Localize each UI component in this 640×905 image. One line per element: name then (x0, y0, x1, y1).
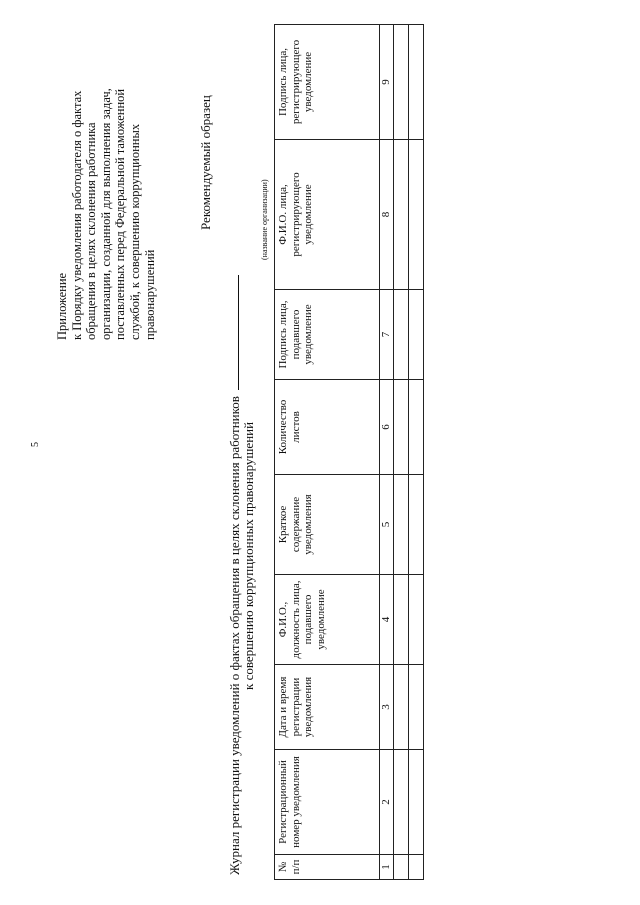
table-cell (393, 575, 408, 665)
table-cell (408, 855, 423, 880)
column-header: № п/п (275, 855, 380, 880)
column-number: 6 (380, 380, 394, 475)
document-sheet (50, 25, 410, 880)
column-number: 9 (380, 25, 394, 140)
table-cell (393, 25, 408, 140)
column-number: 4 (380, 575, 394, 665)
table-cell (408, 575, 423, 665)
column-header: Дата и время регистрации уведомления (275, 665, 380, 750)
page-number: 5 (30, 442, 41, 447)
table-cell (393, 140, 408, 290)
organization-caption: (название организации) (260, 179, 269, 260)
appendix-line: к Порядку уведомления работодателя о фактах (69, 90, 84, 340)
table-cell (393, 750, 408, 855)
column-header: Подпись лица, регистрирующего уведомление (275, 25, 380, 140)
appendix-line: организации, созданной для выполнения задач, (98, 88, 113, 340)
appendix-header (55, 35, 157, 340)
column-number: 8 (380, 140, 394, 290)
table-cell (393, 290, 408, 380)
table-row (393, 25, 408, 880)
organization-name-blank (228, 275, 239, 390)
table-cell (393, 855, 408, 880)
table-cell (393, 380, 408, 475)
column-header: Подпись лица, подавшего уведомление (275, 290, 380, 380)
column-header: Ф.И.О. лица, регистрирующего уведомление (275, 140, 380, 290)
table-row (408, 25, 423, 880)
table-cell (408, 140, 423, 290)
table-header-row (275, 25, 380, 880)
table-cell (408, 25, 423, 140)
recommended-sample-label: Рекомендуемый образец (198, 95, 213, 230)
table-cell (408, 475, 423, 575)
table-cell (393, 665, 408, 750)
journal-table (274, 24, 424, 880)
column-number: 5 (380, 475, 394, 575)
column-number: 3 (380, 665, 394, 750)
appendix-line: Приложение (55, 272, 69, 340)
journal-title (228, 25, 256, 880)
appendix-line: службой, к совершению коррупционных (127, 123, 142, 340)
table-cell (408, 750, 423, 855)
column-header: Краткое содержание уведомления (275, 475, 380, 575)
appendix-line: правонарушений (142, 249, 157, 340)
table-cell (408, 290, 423, 380)
column-number: 1 (380, 855, 394, 880)
appendix-line: поставленных перед Федеральной таможенной (113, 88, 128, 340)
column-number-row (380, 25, 394, 880)
column-header: Регистрационный номер уведомления (275, 750, 380, 855)
journal-title-line1: Журнал регистрации уведомлений о фактах обращения в целях склонения работников (227, 396, 242, 875)
table-cell (408, 380, 423, 475)
column-header: Ф.И.О., должность лица, подавшего уведомление (275, 575, 380, 665)
column-header: Количество листов (275, 380, 380, 475)
journal-title-line2: к совершению коррупционных правонарушений (241, 421, 256, 690)
table-cell (408, 665, 423, 750)
column-number: 7 (380, 290, 394, 380)
column-number: 2 (380, 750, 394, 855)
appendix-line: обращения в целях склонения работника (84, 122, 99, 340)
table-cell (393, 475, 408, 575)
